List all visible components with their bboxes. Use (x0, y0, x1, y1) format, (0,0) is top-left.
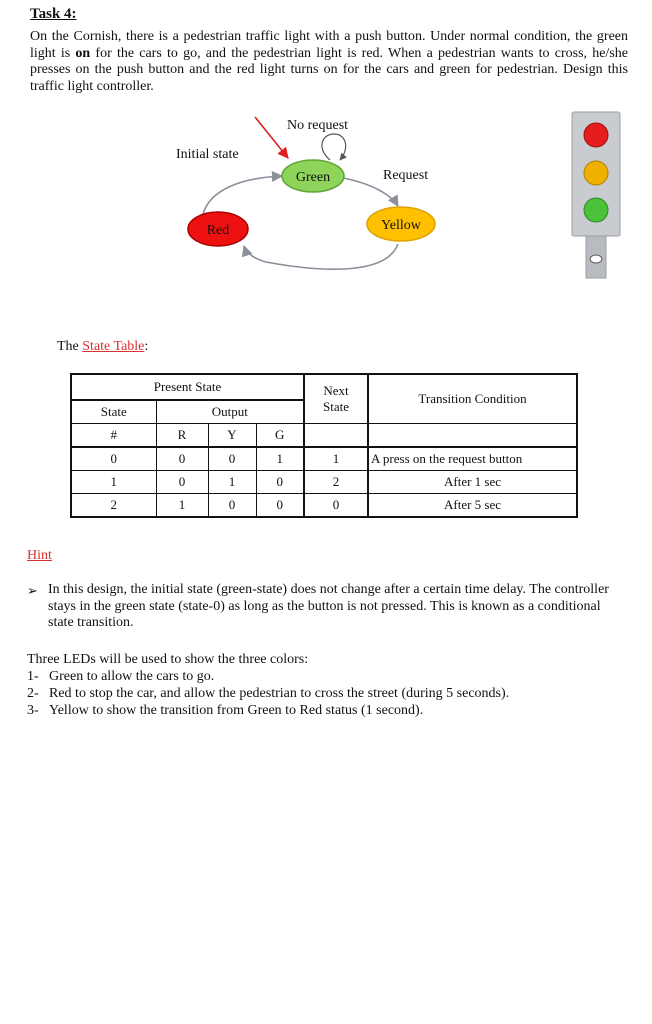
push-button-icon (590, 255, 602, 263)
cell-r: 1 (156, 494, 208, 518)
state-table-label-suffix: : (144, 339, 149, 354)
list-item-text: Yellow to show the transition from Green to Red status (1 second). (49, 703, 424, 718)
table-row (71, 447, 577, 471)
task-description (30, 29, 628, 95)
cell-condition: A press on the request button (368, 447, 577, 471)
list-item (27, 702, 509, 719)
state-green (282, 160, 344, 192)
state-table-link[interactable]: State Table (82, 339, 145, 354)
cell-next: 0 (304, 494, 368, 518)
cell-condition: After 1 sec (368, 471, 577, 494)
leds-list (27, 668, 509, 719)
bullet-arrow-icon: ➢ (27, 583, 38, 598)
cell-g: 0 (256, 494, 304, 518)
state-header: State (71, 400, 156, 424)
initial-state-label: Initial state (176, 147, 239, 162)
cell-state: 2 (71, 494, 156, 518)
state-red-label: Red (206, 223, 230, 238)
list-item (27, 668, 509, 685)
red-to-green-arrow (203, 176, 282, 214)
cell-next: 2 (304, 471, 368, 494)
cell-condition: After 5 sec (368, 494, 577, 518)
cell-r: 0 (156, 447, 208, 471)
next-state-header-line2: State (323, 399, 349, 414)
table-row (71, 471, 577, 494)
state-yellow-label: Yellow (381, 218, 421, 233)
list-item-text: Green to allow the cars to go. (49, 669, 215, 684)
task-desc-part1: On the Cornish, there is a pedestrian traffic light with a push button. Under normal condition, the green light is (30, 29, 628, 61)
state-diagram (0, 100, 652, 340)
no-request-label: No request (287, 118, 349, 133)
cell-y: 1 (208, 471, 256, 494)
cell-state: 1 (71, 471, 156, 494)
list-item-text: Red to stop the car, and allow the pedestrian to cross the street (during 5 seconds). (49, 686, 510, 701)
traffic-light-green-lamp (584, 198, 608, 222)
list-item-number: 2- (27, 686, 39, 701)
hint-link[interactable]: Hint (27, 548, 52, 563)
cell-y: 0 (208, 494, 256, 518)
leds-intro: Three LEDs will be used to show the three colors: (27, 652, 309, 667)
traffic-light-illustration (572, 112, 620, 278)
traffic-light-red-lamp (584, 123, 608, 147)
initial-arrow (255, 117, 288, 158)
state-table-label (57, 339, 148, 355)
cell-next: 1 (304, 447, 368, 471)
table-row (71, 494, 577, 518)
r-header: R (156, 424, 208, 448)
state-table-label-prefix: The (57, 339, 83, 354)
state-yellow (367, 207, 435, 241)
yellow-to-red-arrow (244, 244, 398, 269)
hash-header: # (71, 424, 156, 448)
cell-state: 0 (71, 447, 156, 471)
state-green-label: Green (295, 170, 331, 185)
cell-r: 0 (156, 471, 208, 494)
output-header: Output (156, 400, 304, 424)
task-title: Task 4: (30, 6, 77, 22)
state-red (188, 212, 248, 246)
y-header: Y (208, 424, 256, 448)
list-item (27, 685, 509, 702)
task-desc-part2: for the cars to go, and the pedestrian light is red. When a pedestrian wants to cross, he/she presses on the push button and the red light turns on for the cars and green for pedestrian. Design this traffic light controller. (30, 45, 628, 94)
list-item-number: 1- (27, 669, 39, 684)
cell-g: 0 (256, 471, 304, 494)
list-item-number: 3- (27, 703, 39, 718)
traffic-light-yellow-lamp (584, 161, 608, 185)
request-label: Request (383, 168, 429, 183)
cell-y: 0 (208, 447, 256, 471)
state-table (70, 373, 578, 518)
g-header: G (256, 424, 304, 448)
hint-text: In this design, the initial state (green-state) does not change after a certain time delay. The controller stays in the green state (state-0) as long as the button is not pressed. This is known as a conditional state transition. (48, 582, 609, 630)
transition-header: Transition Condition (368, 374, 577, 424)
cell-g: 1 (256, 447, 304, 471)
task-desc-bold: on (75, 45, 91, 61)
present-state-header: Present State (71, 374, 304, 400)
self-loop-arrow (322, 134, 346, 160)
next-state-header-line1: Next (323, 383, 349, 398)
next-state-header (304, 374, 368, 424)
